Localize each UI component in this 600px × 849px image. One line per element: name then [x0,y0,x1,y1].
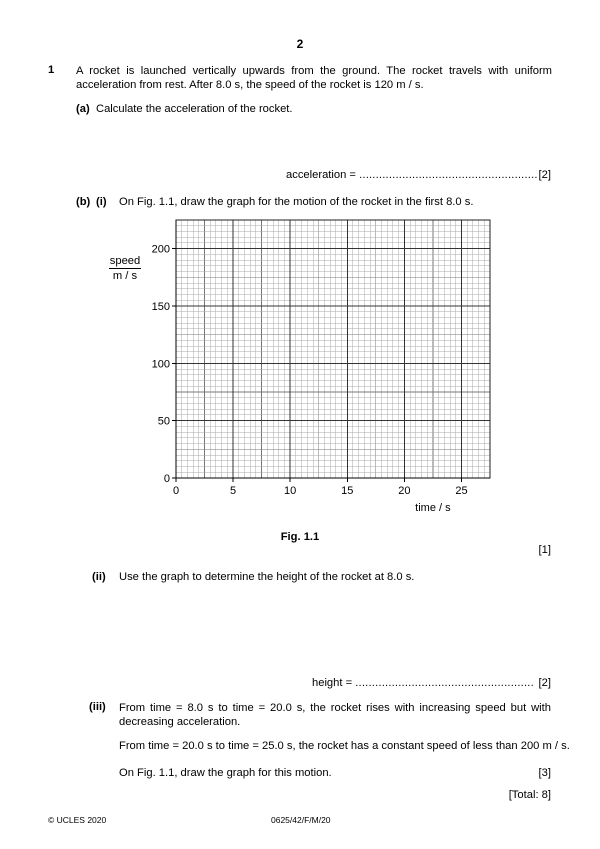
y-tick-label: 100 [151,358,170,371]
y-tick-label: 0 [163,473,170,485]
height-answer-line[interactable] [312,677,534,689]
footer-paper-code: 0625/42/F/M/20 [271,815,331,825]
part-b-iii-text-2: From time = 20.0 s to time = 25.0 s, the rocket has a constant speed of less than 200 m / s. [119,740,570,752]
x-tick-label: 25 [455,485,468,497]
figure-caption: Fig. 1.1 [280,531,320,543]
footer-copyright: © UCLES 2020 [48,815,107,825]
x-tick-label: 15 [341,485,354,497]
fig-1-1-graph-grid[interactable] [130,210,510,520]
question-number: 1 [48,64,55,76]
height-answer-dots: ...................................................... [355,677,534,689]
part-b-ii-text: Use the graph to determine the height of the rocket at 8.0 s. [119,571,415,583]
y-tick-label: 200 [151,243,170,256]
page-number: 2 [296,37,304,51]
x-tick-label: 20 [398,485,411,497]
x-tick-label: 0 [172,485,180,497]
x-tick-label: 10 [284,485,297,497]
total-marks: [Total: 8] [508,789,551,801]
part-b-ii-label: (ii) [92,571,106,583]
part-b-iii-text-3: On Fig. 1.1, draw the graph for this motion. [119,767,332,779]
part-a-marks: [2] [538,169,551,181]
part-b-label: (b) [76,196,91,208]
part-b-i-label: (i) [96,196,107,208]
y-axis-label-bottom: m / s [112,270,138,282]
acceleration-answer-line[interactable] [286,169,538,181]
part-b-iii-label: (iii) [89,701,106,713]
part-a-text: Calculate the acceleration of the rocket. [96,103,293,115]
question-stem: A rocket is launched vertically upwards from the ground. The rocket travels with uniform acceleration from rest. After 8.0 s, the speed of the rocket is 120 m / s. [76,65,552,91]
part-b-iii-marks: [3] [538,767,551,779]
acceleration-answer-label: acceleration = [286,169,360,181]
part-b-i-text: On Fig. 1.1, draw the graph for the motion of the rocket in the first 8.0 s. [119,196,474,208]
part-a-label: (a) [76,103,90,115]
x-axis-label: time / s [415,502,451,514]
y-axis-label-top: speed [109,255,141,267]
grid-border [176,220,490,478]
y-tick-label: 50 [157,415,170,428]
part-b-ii-marks: [2] [538,677,551,689]
part-b-i-marks: [1] [538,544,551,556]
acceleration-answer-dots: ...................................................... [359,169,538,181]
x-tick-label: 5 [230,485,237,497]
part-b-iii-text-1: From time = 8.0 s to time = 20.0 s, the rocket rises with increasing speed but with decreasing acceleration. [119,702,551,728]
height-answer-label: height = [312,677,356,689]
y-tick-label: 150 [151,301,170,313]
